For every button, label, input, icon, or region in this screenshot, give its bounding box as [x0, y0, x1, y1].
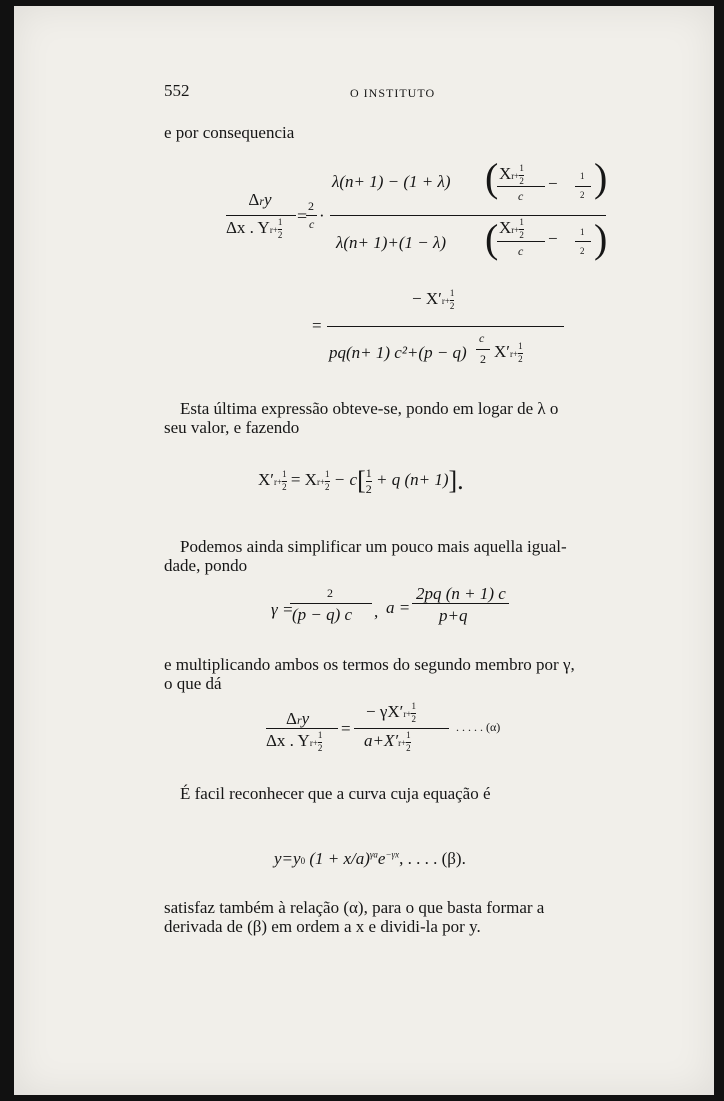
eq1-two: 2	[308, 199, 314, 213]
eq5-rhs-fraction-bar	[354, 728, 449, 729]
eq1-main-fraction-bar	[330, 215, 606, 216]
para1-line1: Esta última expressão obteve-se, pondo em logar de λ o	[180, 399, 559, 418]
running-title: O INSTITUTO	[350, 86, 436, 100]
para3-line2: o que dá	[164, 674, 222, 693]
eq1-lhs-denominator: Δx . Yr+ $\frac{1}{2}$	[226, 217, 283, 240]
book-page: 552 O INSTITUTO e por consequencia Δry Δx . Yr+ $\frac{1}{2}$ = 2 c · λ(n+ 1) − (1 + λ) ( Xr+ $\frac{1}{2}$ c − 1 2 ) λ(n+ 1)+(1 − λ) ( Xr+ $\frac{1}{2}$ c − 1 2 ) − X′r+ $\frac{1}{2}$ = pq(n+ 1) c²+(p − q) c 2 X′r+ $\frac{1}{2}$ Esta última expressão obteve-se, pondo em logar de λ o seu valor, e fazendo X′r+ $\frac{1}{2}$ = Xr+ $\frac{1}{2}$ − c[ $\frac{1}{2}$ + q (n+ 1)]. Podemos ainda simplificar um pouco mais aquella igual- dade, pondo γ = 2 (p − q) c , a = 2pq (n + 1) c p+q e multiplicando ambos os termos do segundo membro por γ, o que dá Δry Δx . Yr+ $\frac{1}{2}$ = − γX′r+ $\frac{1}{2}$ a+X′r+ $\frac{1}{2}$ . . . . . (α) É facil reconhecer que a curva cuja equação é y=y0 $(1 + x/a)^{\gamma a}e^{-\gamma x}$, . . . . (β). satisfaz também à relação (α), para o que basta formar a derivada de (β) em ordem a x e dividi-la por y.	[14, 6, 714, 1095]
eq5-lhs-numerator: Δry	[286, 709, 310, 728]
eq2-den-Xp: X′r+ $\frac{1}{2}$	[494, 341, 523, 364]
page-number: 552	[164, 81, 190, 100]
eq5-rhs-numerator: − γX′r+ $\frac{1}{2}$	[366, 701, 416, 724]
eq5-lhs-fraction-bar	[266, 728, 338, 729]
eq4-fraction-bar-2	[412, 603, 509, 604]
eq1-num-X: Xr+ $\frac{1}{2}$	[499, 163, 524, 186]
para3-line1: e multiplicando ambos os termos do segundo membro por γ,	[164, 655, 575, 674]
eq4-fraction-bar-1	[290, 603, 372, 604]
para4-line1: É facil reconhecer que a curva cuja equação é	[180, 784, 491, 803]
para5-line1: satisfaz também à relação (α), para o que basta formar a	[164, 898, 545, 917]
eq1-denominator: λ(n+ 1)+(1 − λ)	[336, 233, 447, 252]
eq3: X′r+ $\frac{1}{2}$ = Xr+ $\frac{1}{2}$ − c[ $\frac{1}{2}$ + q (n+ 1)].	[258, 465, 464, 496]
eq1-den-X: Xr+ $\frac{1}{2}$	[499, 217, 524, 240]
eq1-lhs-fraction-bar	[226, 215, 296, 216]
eq1-numerator: λ(n+ 1) − (1 + λ)	[332, 172, 451, 191]
eq6: y=y0 $(1 + x/a)^{\gamma a}e^{-\gamma x}$, . . . . (β).	[274, 849, 466, 868]
para1-line2: seu valor, e fazendo	[164, 418, 300, 437]
text-lead-in: e por consequencia	[164, 123, 295, 142]
eq2-denominator: pq(n+ 1) c²+(p − q)	[329, 343, 467, 362]
eq2-fraction-bar	[327, 326, 564, 327]
eq4-a: a =	[386, 598, 411, 617]
eq5-rhs-denominator: a+X′r+ $\frac{1}{2}$	[364, 730, 411, 753]
para2-line1: Podemos ainda simplificar um pouco mais aquella igual-	[180, 537, 567, 556]
eq5-lhs-denominator: Δx . Yr+ $\frac{1}{2}$	[266, 730, 323, 753]
eq2-numerator: − X′r+ $\frac{1}{2}$	[412, 288, 455, 311]
eq1-lhs-numerator: Δry	[248, 190, 272, 209]
para5-line2: derivada de (β) em ordem a x e dividi-la por y.	[164, 917, 481, 936]
eq4-gamma: γ =	[271, 600, 294, 619]
para2-line2: dade, pondo	[164, 556, 248, 575]
eq1-c: c	[309, 217, 315, 231]
eq5-label: . . . . . (α)	[456, 720, 501, 734]
